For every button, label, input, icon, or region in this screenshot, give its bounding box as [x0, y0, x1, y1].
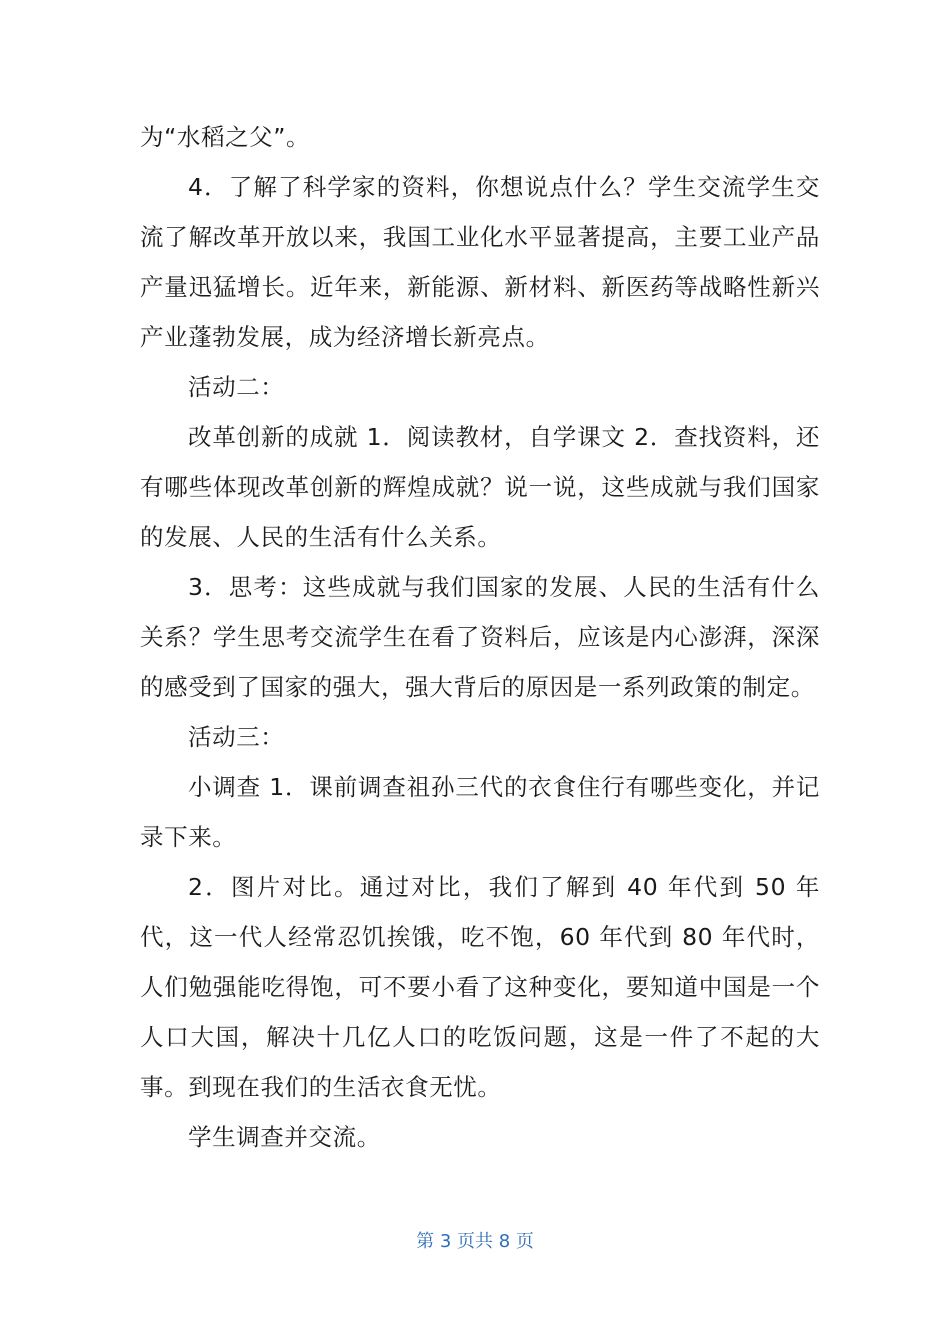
paragraph-9: 学生调查并交流。: [188, 1123, 381, 1151]
document-body: [140, 112, 820, 1162]
activity-two-heading: 活动二：: [188, 373, 285, 401]
paragraph-5: 3．思考：这些成就与我们国家的发展、人民的生活有什么关系？学生思考交流学生在看了资料后，应该是内心澎湃，深深的感受到了国家的强大，强大背后的原因是一系列政策的制定。: [140, 573, 820, 701]
paragraph-4: 改革创新的成就 1．阅读教材，自学课文 2．查找资料，还有哪些体现改革创新的辉煌成就？说一说，这些成就与我们国家的发展、人民的生活有什么关系。: [140, 423, 820, 551]
page-number-footer: 第 3 页共 8 页: [416, 1231, 534, 1252]
paragraph-8: 2．图片对比。通过对比，我们了解到 40 年代到 50 年代，这一代人经常忍饥挨饿，吃不饱，60 年代到 80 年代时，人们勉强能吃得饱，可不要小看了这种变化，要知道中国是一个人口大国，解决十几亿人口的吃饭问题，这是一件了不起的大事。到现在我们的生活衣食无忧。: [140, 873, 820, 1101]
paragraph-2: 4．了解了科学家的资料，你想说点什么？学生交流学生交流了解改革开放以来，我国工业化水平显著提高，主要工业产品产量迅猛增长。近年来，新能源、新材料、新医药等战略性新兴产业蓬勃发展，成为经济增长新亮点。: [140, 173, 820, 351]
paragraph-1: 为“水稻之父”。: [140, 123, 311, 151]
paragraph-7: 小调查 1．课前调查祖孙三代的衣食住行有哪些变化，并记录下来。: [140, 773, 820, 851]
activity-three-heading: 活动三：: [188, 723, 285, 751]
